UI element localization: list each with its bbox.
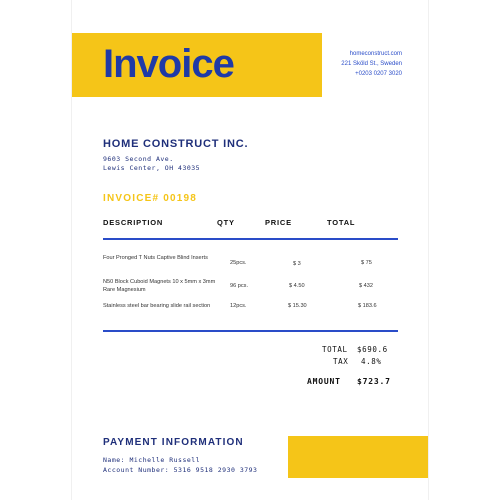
- amount-value: $723.7: [357, 377, 391, 386]
- address-line-1: 9603 Second Ave.: [103, 155, 174, 163]
- company-name: HOME CONSTRUCT INC.: [103, 138, 249, 150]
- invoice-number: INVOICE# 00198: [103, 193, 198, 204]
- row-3-description: Stainless steel bar bearing slide rail section: [103, 303, 211, 309]
- summary-total-label: TOTAL: [322, 345, 348, 354]
- contact-website[interactable]: homeconstruct.com: [349, 51, 402, 57]
- contact-info: [341, 49, 402, 79]
- column-header-price: PRICE: [265, 218, 292, 227]
- contact-phone: +0203 0207 3020: [355, 71, 402, 77]
- row-3-total: $ 183.6: [358, 303, 377, 309]
- company-address: [103, 155, 200, 173]
- summary-tax-label: TAX: [333, 357, 349, 366]
- row-2-total: $ 432: [359, 283, 373, 289]
- row-1-price: $ 3: [293, 261, 301, 267]
- row-1-description: Four Pronged T Nuts Captive Blind Inserts: [103, 255, 208, 261]
- row-2-price: $ 4.50: [289, 283, 305, 289]
- table-bottom-rule: [103, 330, 398, 332]
- column-header-total: TOTAL: [327, 218, 356, 227]
- row-1-total: $ 75: [361, 260, 372, 266]
- contact-address: 221 Sköld St., Sweden: [341, 61, 402, 67]
- invoice-title: Invoice: [103, 42, 234, 86]
- row-1-qty: 25pcs.: [230, 260, 247, 266]
- row-2-qty: 96 pcs.: [230, 283, 249, 289]
- summary-tax-value: 4.8%: [361, 357, 382, 366]
- summary-total-value: $690.6: [357, 345, 388, 354]
- column-header-description: DESCRIPTION: [103, 218, 164, 227]
- payment-name: Name: Michelle Russell: [103, 456, 201, 464]
- row-2-description: N50 Block Cuboid Magnets 10 x 5mm x 3mm Rare Magnesium: [103, 279, 216, 293]
- table-top-rule: [103, 238, 398, 240]
- payment-account: Account Number: 5316 9518 2930 3793: [103, 466, 258, 474]
- address-line-2: Lewis Center, OH 43035: [103, 164, 201, 172]
- row-3-qty: 12pcs.: [230, 303, 247, 309]
- amount-label: AMOUNT: [307, 377, 341, 386]
- payment-heading: PAYMENT INFORMATION: [103, 437, 244, 448]
- footer-accent-block: [288, 436, 428, 478]
- column-header-qty: QTY: [217, 218, 235, 227]
- row-3-price: $ 15.30: [288, 303, 307, 309]
